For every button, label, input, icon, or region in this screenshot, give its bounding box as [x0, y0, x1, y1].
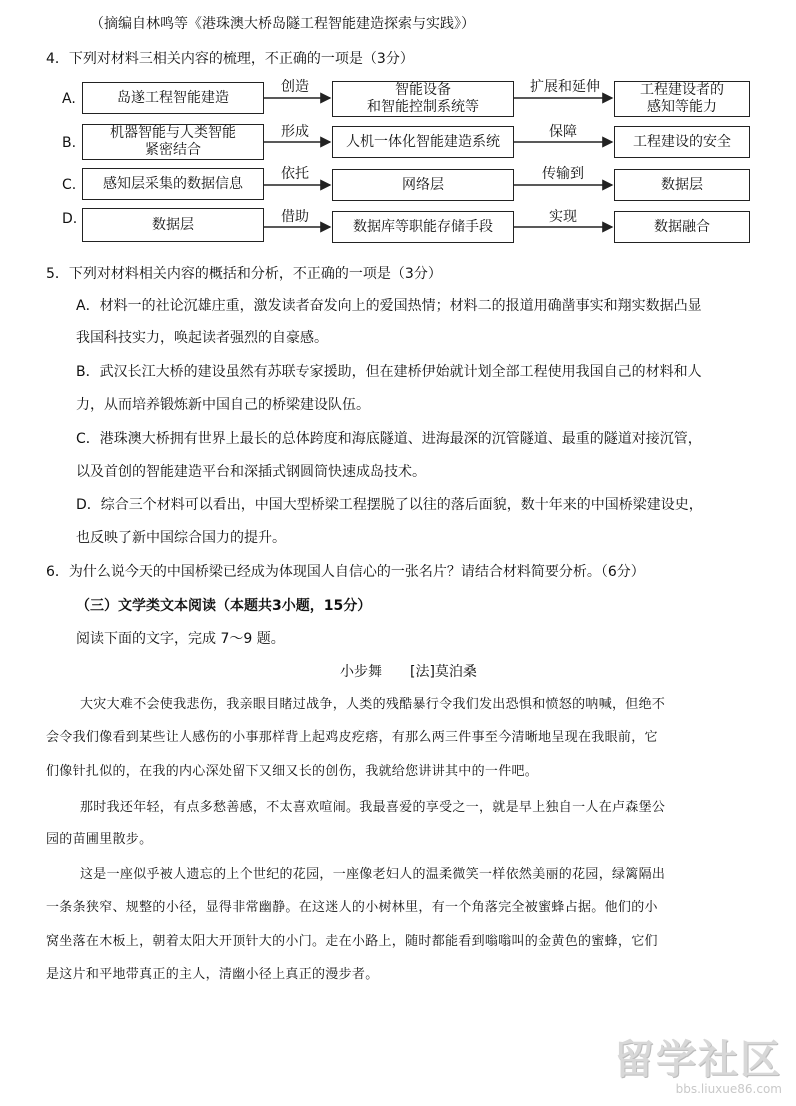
option-c-box-1: 感知层采集的数据信息	[82, 168, 264, 200]
option-a-arrow-1-label: 创造	[281, 79, 309, 95]
story-author: [法]莫泊桑	[410, 664, 477, 680]
question-5-option-c-line-2: 以及首创的智能建造平台和深插式钢圆筒快速成岛技术。	[76, 464, 426, 480]
option-b-arrow-1-label: 形成	[281, 124, 309, 140]
option-c-arrow-1-label: 依托	[281, 166, 309, 182]
option-b-box-3: 工程建设的安全	[614, 126, 750, 158]
question-5-option-d-line-2: 也反映了新中国综合国力的提升。	[76, 530, 286, 546]
option-d-box-3: 数据融合	[614, 211, 750, 243]
option-b-arrow-2-label: 保障	[549, 124, 577, 140]
option-c-letter: C.	[62, 177, 77, 193]
story-title: 小步舞	[340, 664, 382, 680]
option-a-arrow-2-label: 扩展和延伸	[530, 79, 600, 95]
option-a-letter: A.	[62, 91, 76, 107]
option-d-arrow-2-label: 实现	[549, 209, 577, 225]
story-p2-line-2: 园的苗圃里散步。	[46, 832, 153, 847]
option-b-letter: B.	[62, 135, 77, 151]
option-a-box-2: 智能设备 和智能控制系统等	[332, 81, 514, 117]
watermark-url: bbs.liuxue86.com	[675, 1082, 782, 1096]
option-c-box-3: 数据层	[614, 169, 750, 201]
story-p3-line-3: 窝坐落在木板上，朝着太阳大开顶针大的小门。走在小路上，随时都能看到嗡嗡叫的金黄色的蜜蜂，它们	[46, 934, 658, 949]
story-p2-line-1: 那时我还年轻，有点多愁善感，不太喜欢喧闹。我最喜爱的享受之一，就是早上独自一人在卢森堡公	[80, 800, 666, 815]
option-c-arrow-2-label: 传输到	[542, 166, 584, 182]
site-watermark	[614, 1038, 782, 1096]
option-a-box-3: 工程建设者的 感知等能力	[614, 81, 750, 117]
option-c-box-2: 网络层	[332, 169, 514, 201]
question-5-option-c-line-1: C．港珠澳大桥拥有世界上最长的总体跨度和海底隧道、进海最深的沉管隧道、最重的隧道对接沉管，	[76, 431, 702, 447]
story-p1-line-2: 会令我们像看到某些让人感伤的小事那样背上起鸡皮疙瘩，有那么两三件事至今清晰地呈现在我眼前，它	[46, 730, 658, 745]
option-a-box-1: 岛遂工程智能建造	[82, 82, 264, 114]
story-p3-line-2: 一条条狭窄、规整的小径，显得非常幽静。在这迷人的小树林里，有一个角落完全被蜜蜂占据。他们的小	[46, 900, 658, 915]
option-d-letter: D.	[62, 211, 78, 227]
watermark-logo: 留学社区	[614, 1037, 782, 1083]
option-d-arrow-1-label: 借助	[281, 209, 309, 225]
story-p3-line-1: 这是一座似乎被人遗忘的上个世纪的花园，一座像老妇人的温柔微笑一样依然美丽的花园，绿篱隔出	[80, 867, 666, 882]
question-5-stem: 5．下列对材料相关内容的概括和分析，不正确的一项是（3分）	[46, 266, 442, 282]
option-b-box-2: 人机一体化智能建造系统	[332, 126, 514, 158]
section-3-heading: （三）文学类文本阅读（本题共3小题，15分）	[76, 598, 372, 614]
question-5-option-a-line-2: 我国科技实力，唤起读者强烈的自豪感。	[76, 330, 328, 346]
section-3-instruction: 阅读下面的文字，完成 7～9 题。	[76, 631, 285, 647]
question-4-stem: 4．下列对材料三相关内容的梳理，不正确的一项是（3分）	[46, 51, 414, 67]
question-5-option-b-line-1: B．武汉长江大桥的建设虽然有苏联专家援助，但在建桥伊始就计划全部工程使用我国自己的材料和人	[76, 364, 702, 380]
story-p3-line-4: 是这片和平地带真正的主人，清幽小径上真正的漫步者。	[46, 967, 379, 982]
story-p1-line-1: 大灾大难不会使我悲伤，我亲眼目睹过战争，人类的残酷暴行令我们发出恐惧和愤怒的呐喊，但绝不	[80, 697, 666, 712]
source-citation: （摘编自林鸣等《港珠澳大桥岛隧工程智能建造探索与实践》）	[90, 16, 475, 32]
option-b-box-1: 机器智能与人类智能 紧密结合	[82, 124, 264, 160]
question-6-stem: 6．为什么说今天的中国桥梁已经成为体现国人自信心的一张名片？请结合材料简要分析。（6分）	[46, 564, 645, 580]
question-5-option-b-line-2: 力，从而培养锻炼新中国自己的桥梁建设队伍。	[76, 397, 370, 413]
question-5-option-a-line-1: A．材料一的社论沉雄庄重，激发读者奋发向上的爱国热情；材料二的报道用确凿事实和翔实数据凸显	[76, 298, 702, 314]
option-d-box-1: 数据层	[82, 208, 264, 242]
story-p1-line-3: 们像针扎似的，在我的内心深处留下又细又长的创伤，我就给您讲讲其中的一件吧。	[46, 764, 539, 779]
option-d-box-2: 数据库等职能存储手段	[332, 211, 514, 243]
question-5-option-d-line-1: D．综合三个材料可以看出，中国大型桥梁工程摆脱了以往的落后面貌，数十年来的中国桥梁建设史，	[76, 497, 703, 513]
